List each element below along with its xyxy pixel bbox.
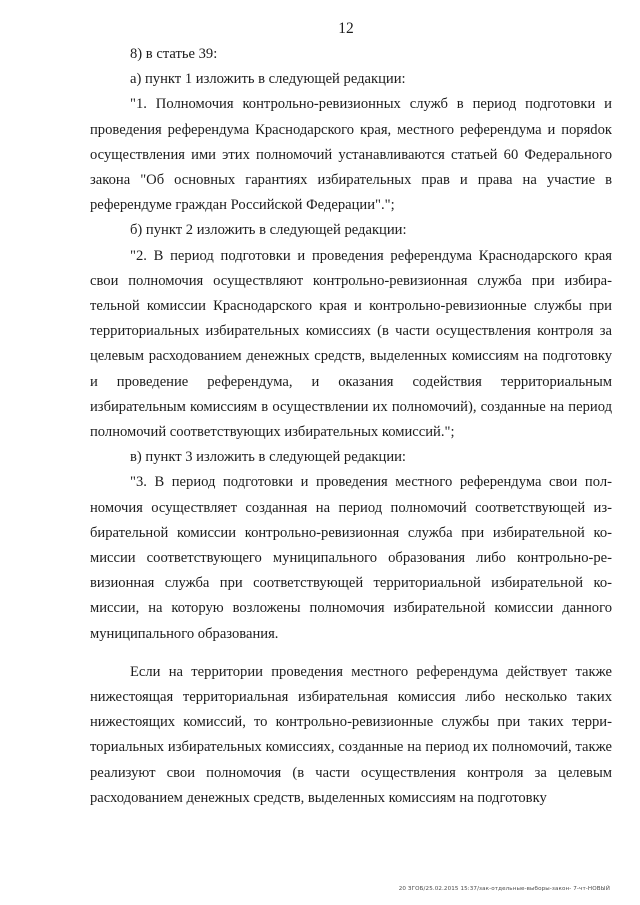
paragraph-clause-1: "1. Полномочия контрольно-ревизионных служб в период подготовки и проведения референдума Краснодарского края, местного референдума и поряdок осуществления ими этих полномочий устанавливаются статьей 60 Федерального закона "Об основных гарантиях избирательных прав и права на участие в референдуме граждан Российской Федерации".";	[90, 96, 612, 214]
paragraph-item-a: а) пункт 1 изложить в следующей редакции:	[130, 71, 406, 88]
paragraph-item-v: в) пункт 3 изложить в следующей редакции:	[130, 449, 406, 466]
footer-file-path: 20 ЗГОБ/25.02.2015 15:37/зак-отдельные-выборы-закон- 7-чт-НОВЫЙ	[398, 886, 610, 892]
paragraph-item-b: б) пункт 2 изложить в следующей редакции:	[130, 222, 407, 239]
paragraph-clause-3-continued: Если на территории проведения местного референдума действует также нижестоящая территориальная избирательная комиссия либо несколько таких нижестоящих комиссий, то контрольно-ревизионные службы при таких территориальных избирательных комиссиях, созданные на период их полномочий, также реализуют свои полномочия (в части осуществления контроля за целевым расходованием денежных средств, выделенных комиссиям на подготовку	[90, 663, 612, 806]
paragraph-article-39: 8) в статье 39:	[130, 46, 218, 62]
paragraph-clause-2: "2. В период подготовки и проведения референдума Краснодарского края свои полномочия осуществляют контрольно-ревизионная служба при избирательной комиссии Краснодарского края и контрольно-ревизионные службы при территориальных избирательных комиссиях (в части осуществления контроля за целевым расходованием денежных средств, выделенных комиссиям на подготовку и проведение референдума, и оказания содействия территориальным избирательным комиссиям в осуществлении их полномочий), созданные на период полномочий соответствующих избирательных комиссий.";	[90, 247, 612, 441]
paragraph-clause-3: "3. В период подготовки и проведения местного референдума свои полномочия осуществляет созданная на период полномочий соответствующей избирательной комиссии контрольно-ревизионная служба при избирательной комиссии соответствующего муниципального образования либо контрольно-ревизионная служба при соответствующей территориальной избирательной комиссии, на которую возложены полномочия избирательной комиссии данного муниципального образования.	[90, 474, 612, 642]
document-body	[90, 42, 612, 811]
page-number: 12	[338, 20, 354, 37]
